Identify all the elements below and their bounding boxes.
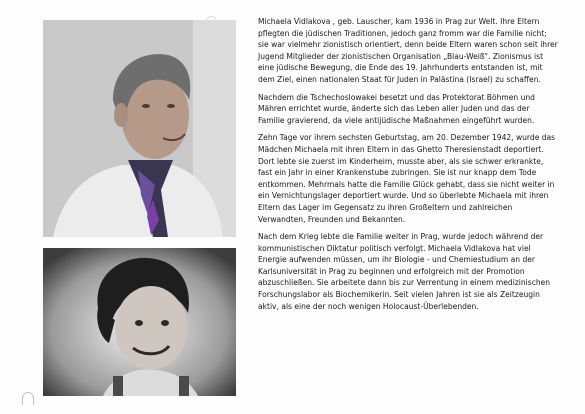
portrait-photo-young-girl-drawing	[43, 248, 236, 396]
binding-mark	[22, 392, 34, 405]
paragraph-deportation: Zehn Tage vor ihrem sechsten Geburtstag, am 20. Dezember 1942, wurde das Mädchen Michaela mit ihren Eltern in das Ghetto Theresienstadt deportiert. Dort lebte sie zuerst im Kinderheim, musste aber, als sie schwer erkrankte, fast ein Jahr in einer Krankenstube zubringen. Sie ist nur knapp dem Tode entkommen. Mehrmals hatte die Familie Glück gehabt, dass sie nicht weiter in ein Vernichtungslager deportiert wurde. Und so überlebte Michaela mit ihren Eltern das Lager im Gegensatz zu ihren Großeltern und zahlreichen Verwandten, Freunden und Bekannten.	[258, 133, 556, 224]
portrait-photo-elderly-woman-drawing	[43, 20, 236, 237]
paragraph-occupation: Nachdem die Tschechoslowakei besetzt und das Protektorat Böhmen und Mähren errichtet wurde, änderte sich das Leben aller Juden und das der Familie gravierend, da viele antijüdische Maßnahmen eingeführt wurden.	[258, 92, 535, 125]
paragraph-intro: Michaela Vidlakova , geb. Lauscher, kam 1936 in Prag zur Welt. Ihre Eltern pflegten die jüdischen Traditionen, jedoch ganz fromm war die Familie nicht; sie war vielmehr zionistisch orientiert, denn beide Eltern waren schon seit ihrer Jugend Mitglieder der zionistischen Organisation „Blau-Weiß“. Zionismus ist eine jüdische Bewegung, die Ende des 19. Jahrhunderts entstanden ist, mit dem Ziel, einen nationalen Staat für Juden in Palästina (Israel) zu schaffen.	[258, 17, 558, 84]
portrait-photo-young-girl	[43, 248, 236, 396]
biography-text	[258, 16, 558, 318]
paragraph-postwar: Nach dem Krieg lebte die Familie weiter in Prag, wurde jedoch während der kommunistischen Diktatur politisch verfolgt. Michaela Vidlakova hat viel Energie aufwenden müssen, um ihr Biologie - und Chemiestudium an der Karlsuniversität in Prag zu beginnen und erfolgreich mit der Promotion abzuschließen. Sie arbeitete dann bis zur Verrentung in einem medizinischen Forschungslabor als Biochemikerin. Seit vielen Jahren ist sie als Zeitzeugin aktiv, als eine der noch wenigen Holocaust-Überlebenden.	[258, 232, 551, 311]
portrait-photo-elderly-woman	[43, 20, 236, 237]
